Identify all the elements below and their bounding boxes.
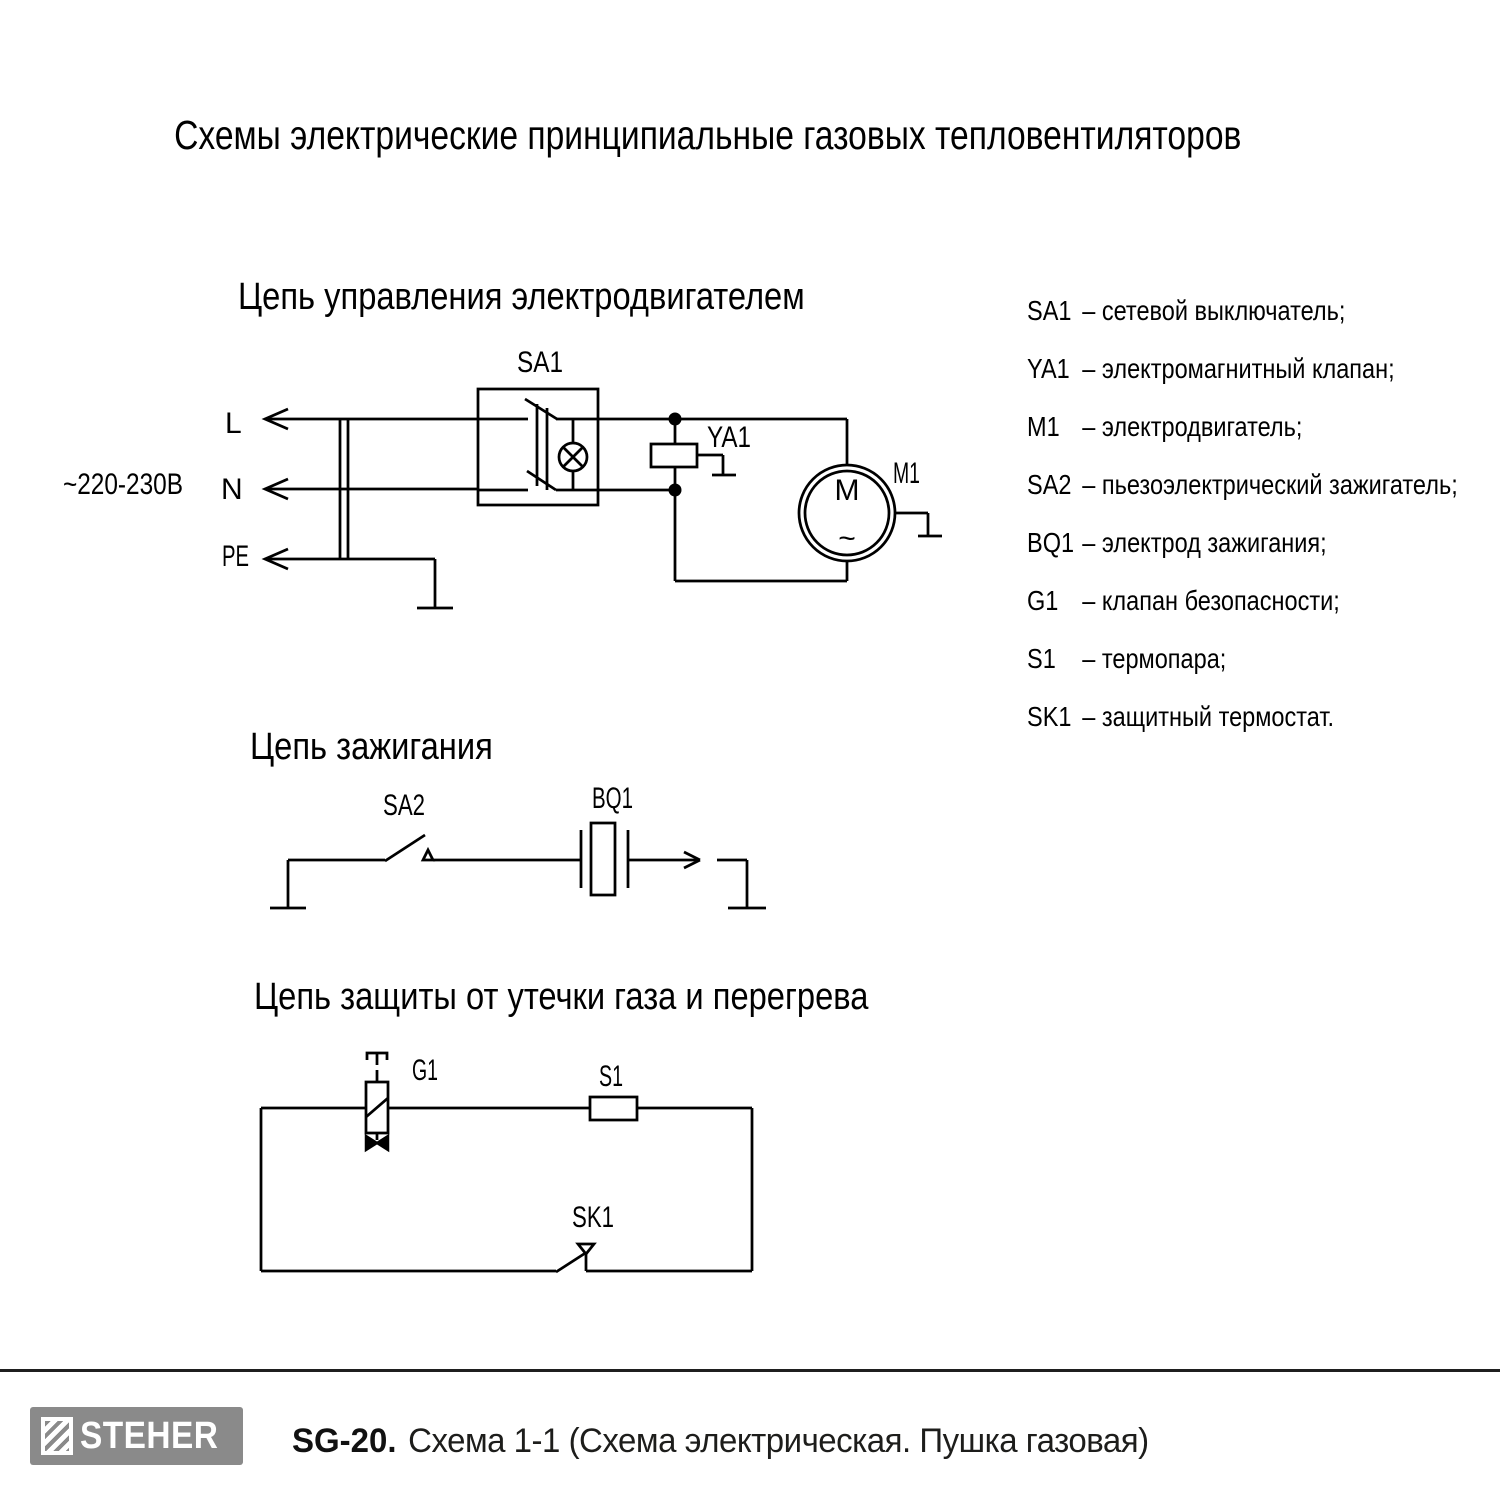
legend-code: G1 xyxy=(1027,585,1059,616)
legend-code: M1 xyxy=(1027,411,1060,442)
motor-letter: M xyxy=(834,474,860,507)
legend xyxy=(1027,282,1500,746)
legend-item-ya1 xyxy=(1027,340,1458,398)
sa2-contact-triangle xyxy=(423,850,433,860)
legend-desc: – сетевой выключатель; xyxy=(1082,295,1346,326)
sa1-label: SA1 xyxy=(517,346,563,379)
legend-desc: – клапан безопасности; xyxy=(1082,585,1340,616)
ignition-circuit xyxy=(270,782,766,908)
m1-label: M1 xyxy=(893,457,920,490)
model-number: SG-20. xyxy=(292,1422,397,1460)
sk1-label: SK1 xyxy=(572,1201,614,1234)
legend-desc: – термопара; xyxy=(1082,643,1227,674)
legend-code: SK1 xyxy=(1027,701,1072,732)
motor-ground-symbol xyxy=(895,513,942,536)
legend-desc: – электродвигатель; xyxy=(1082,411,1303,442)
ya1-ground-symbol xyxy=(697,455,736,475)
ignition-left-ground-symbol xyxy=(270,860,306,908)
s1-label: S1 xyxy=(599,1060,623,1093)
sa2-label: SA2 xyxy=(383,789,425,822)
ya1-label: YA1 xyxy=(707,421,751,454)
protection-circuit xyxy=(261,1053,752,1272)
legend-desc: – электрод зажигания; xyxy=(1082,527,1327,558)
legend-code: YA1 xyxy=(1027,353,1070,384)
legend-code: S1 xyxy=(1027,643,1056,674)
sa2-blade xyxy=(385,835,425,861)
g1-label: G1 xyxy=(412,1054,438,1087)
motor-wave: ~ xyxy=(838,522,856,555)
ignition-circuit-title: Цепь зажигания xyxy=(250,726,493,768)
voltage-label: ~220-230В xyxy=(63,468,183,501)
line-pe-label: PE xyxy=(222,540,249,573)
s1-thermocouple-body xyxy=(590,1097,637,1120)
legend-desc: – электромагнитный клапан; xyxy=(1082,353,1395,384)
legend-item-bq1 xyxy=(1027,514,1458,572)
ya1-coil xyxy=(651,444,697,467)
sa1-blade-top xyxy=(525,399,557,419)
footer-divider xyxy=(0,1369,1500,1372)
legend-item-g1 xyxy=(1027,572,1458,630)
legend-desc: – защитный термостат. xyxy=(1082,701,1335,732)
legend-item-m1 xyxy=(1027,398,1458,456)
legend-code: SA1 xyxy=(1027,295,1072,326)
protection-circuit-title: Цепь защиты от утечки газа и перегрева xyxy=(254,976,869,1018)
bq1-label: BQ1 xyxy=(592,782,633,815)
steher-logo-icon xyxy=(41,1417,73,1455)
legend-item-sk1 xyxy=(1027,688,1458,746)
scheme-caption: Схема 1-1 (Схема электрическая. Пушка газовая) xyxy=(408,1422,1149,1460)
footer-caption xyxy=(292,1422,1149,1461)
legend-item-s1 xyxy=(1027,630,1458,688)
sa1-blade-bottom xyxy=(527,471,556,490)
sa1-switch xyxy=(478,346,847,505)
sk1-contact-triangle xyxy=(578,1244,594,1254)
steher-logo-text: STEHER xyxy=(80,1414,219,1457)
legend-item-sa1 xyxy=(1027,282,1458,340)
line-l-label: L xyxy=(225,407,242,440)
steher-logo xyxy=(30,1407,243,1465)
legend-code: BQ1 xyxy=(1027,527,1075,558)
legend-item-sa2 xyxy=(1027,456,1458,514)
ya1-solenoid-valve xyxy=(651,413,751,497)
line-n-label: N xyxy=(221,473,243,506)
legend-desc: – пьезоэлектрический зажигатель; xyxy=(1082,469,1458,500)
pe-ground-symbol xyxy=(417,559,453,608)
power-input xyxy=(63,407,478,608)
sk1-blade xyxy=(556,1252,587,1272)
legend-code: SA2 xyxy=(1027,469,1072,500)
ignition-right-ground-symbol xyxy=(717,860,766,908)
motor-circuit-title: Цепь управления электродвигателем xyxy=(238,276,805,318)
bq1-piezo-body xyxy=(591,823,615,895)
page-title: Схемы электрические принципиальные газовых тепловентиляторов xyxy=(174,112,1242,158)
